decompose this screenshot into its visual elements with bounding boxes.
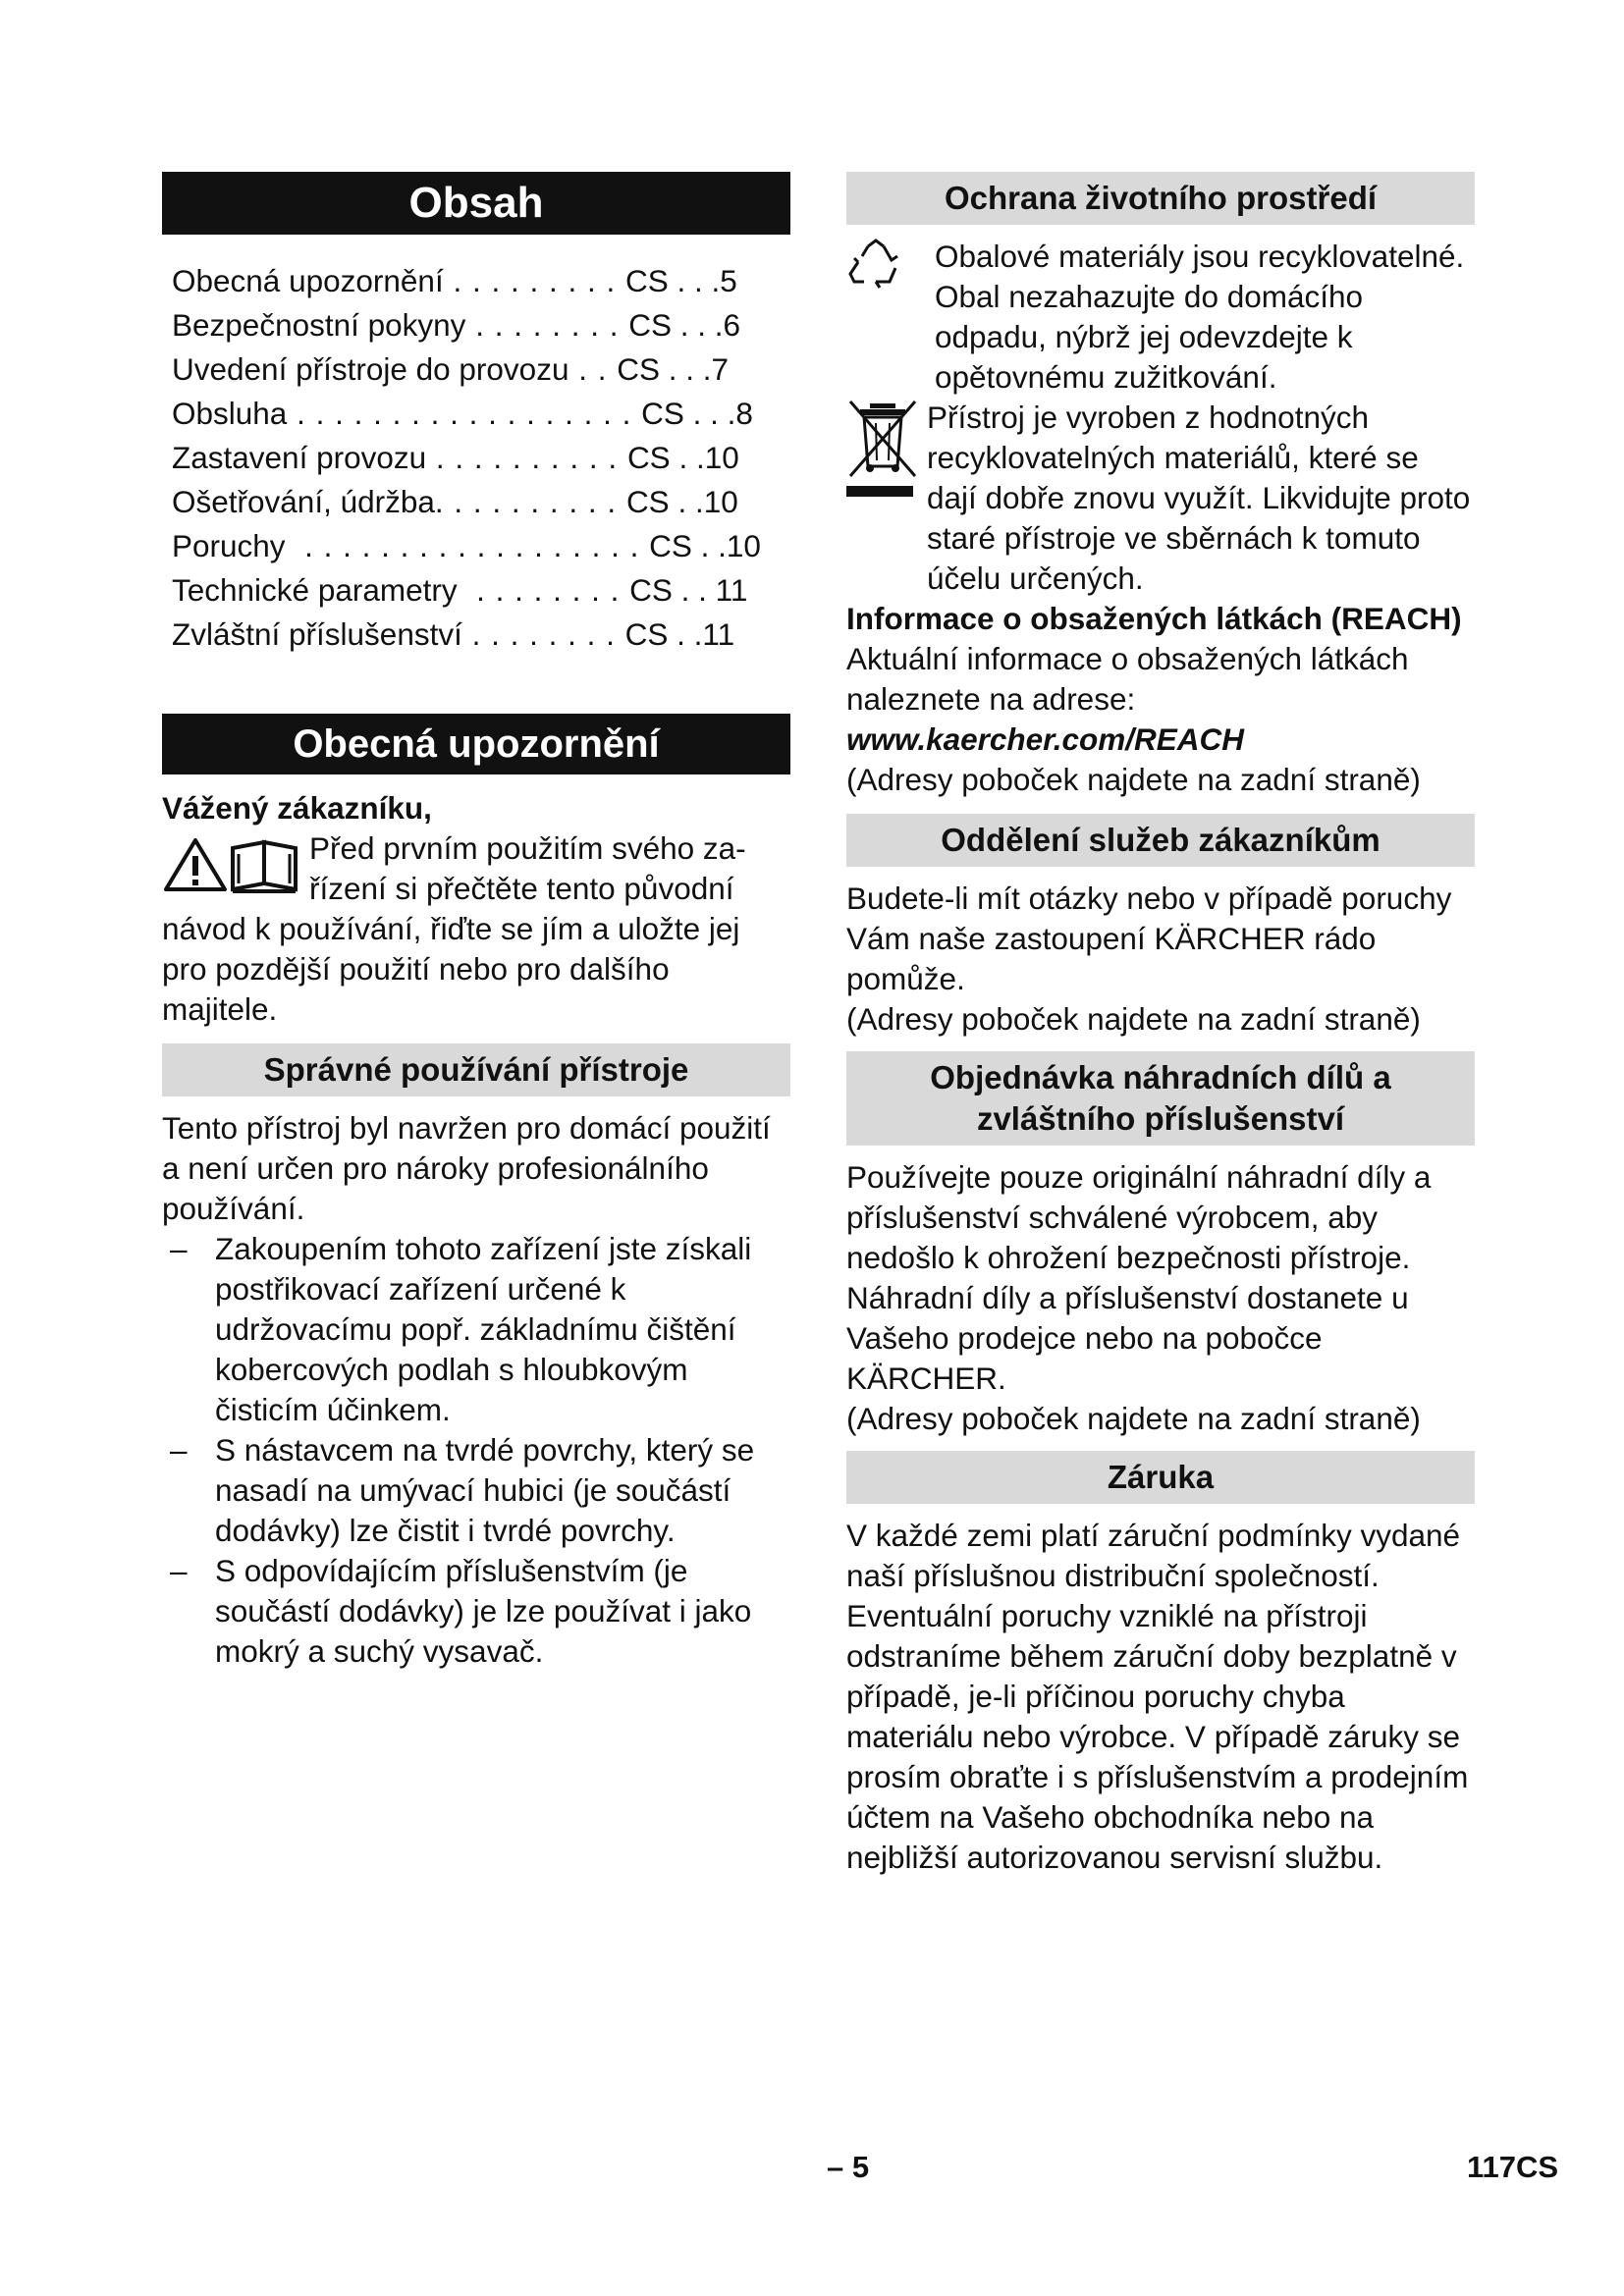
- list-item: – Zakoupením tohoto zařízení jste získali postřikovací zařízení určené k udržovacímu popř. základnímu čištění kobercových podlah s hloubkovým čisticím účinkem.: [170, 1231, 752, 1427]
- weee-notice: [846, 398, 1475, 599]
- reach-note: (Adresy poboček najdete na zadní straně): [846, 762, 1421, 797]
- salutation: Vážený zákazníku,: [162, 790, 432, 826]
- toc-entry[interactable]: Uvedení přístroje do provozu . . CS . . .7: [172, 351, 730, 387]
- recycle-icon: [846, 237, 935, 398]
- toc-entry[interactable]: Obsluha . . . . . . . . . . . . . . . . . . CS . . .8: [172, 396, 753, 431]
- reach-text: Aktuální informace o obsažených látkách naleznete na adrese:: [846, 641, 1409, 717]
- intro-line-1: Před prvním použitím svého za-: [309, 830, 746, 866]
- page-code: 117CS: [1467, 2150, 1559, 2184]
- table-of-contents: [162, 259, 790, 657]
- recycle-text: Obalové materiály jsou recyklovatelné. Obal nezahazujte do domácího odpadu, nýbrž jej odevzdejte k opětovnému zužitkování.: [935, 239, 1465, 395]
- intro-with-icons: [162, 828, 790, 909]
- spare-parts-text-1: Používejte pouze originální náhradní díly a příslušenství schválené výrobcem, aby nedošlo k ohrožení bezpečnosti přístroje.: [846, 1159, 1432, 1275]
- weee-text: Přístroj je vyroben z hodnotných recyklovatelných materiálů, které se dají dobře znovu využít. Likvidujte proto staré přístroje ve sběrnách k tomuto účelu určených.: [927, 400, 1471, 596]
- toc-entry[interactable]: Bezpečnostní pokyny . . . . . . . . CS . . .6: [172, 307, 741, 343]
- spare-parts-note: (Adresy poboček najdete na zadní straně): [846, 1401, 1421, 1436]
- recycling-notice: [846, 237, 1475, 398]
- toc-entry[interactable]: Zvláštní příslušenství . . . . . . . . CS . .11: [172, 616, 735, 652]
- list-item: – S nástavcem na tvrdé povrchy, který se nasadí na umývací hubici (je součástí dodávky) lze čistit i tvrdé povrchy.: [170, 1432, 755, 1548]
- warranty-heading: Záruka: [846, 1451, 1475, 1504]
- crossed-bin-icon: [846, 398, 927, 599]
- dash-bullet-icon: –: [170, 1432, 188, 1468]
- toc-entry[interactable]: Zastavení provozu . . . . . . . . . . CS . .10: [172, 440, 739, 475]
- toc-entry[interactable]: Ošetřování, údržba . . . . . . . . . . CS . .10: [172, 484, 738, 519]
- spare-parts-text-2: Náhradní díly a příslušenství dostanete u Vašeho prodejce nebo na pobočce KÄRCHER.: [846, 1280, 1409, 1396]
- warranty-text: V každé zemi platí záruční podmínky vydané naší příslušnou distribuční společností. Eventuální poruchy vzniklé na přístroji odstraníme během záruční doby bezplatně v případě, je-li příčinou poruchy chyba materiálu nebo výrobce. V případě záruky se prosím obraťte i s příslušenstvím a prodejním účtem na Vašeho obchodníka nebo na nejbližší autorizovanou servisní službu.: [846, 1518, 1469, 1875]
- dash-bullet-icon: –: [170, 1553, 188, 1588]
- proper-use-heading: Správné používání přístroje: [162, 1043, 790, 1096]
- toc-heading: Obsah: [162, 172, 790, 235]
- toc-entry[interactable]: Obecná upozornění . . . . . . . . . CS . . .5: [172, 263, 737, 298]
- proper-use-paragraph: Tento přístroj byl navržen pro domácí použití a není určen pro nároky profesionálního používání.: [162, 1110, 771, 1226]
- toc-entry[interactable]: Technické parametry . . . . . . . . CS . . 11: [172, 572, 748, 608]
- intro-rest: návod k používání, řiďte se jím a uložte jej pro pozdější použití nebo pro dalšího majitele.: [162, 911, 740, 1027]
- left-column: [162, 172, 790, 1672]
- toc-entry[interactable]: Poruchy . . . . . . . . . . . . . . . . . . CS . .10: [172, 528, 761, 563]
- reach-link[interactable]: www.kaercher.com/REACH: [846, 721, 1244, 757]
- customer-service-heading: Oddělení služeb zákazníkům: [846, 814, 1475, 867]
- general-notes-heading: Obecná upozornění: [162, 714, 790, 774]
- right-column: [846, 172, 1475, 1878]
- intro-line-2: řízení si přečtěte tento původní: [309, 871, 734, 906]
- dash-bullet-icon: –: [170, 1231, 188, 1266]
- spare-parts-heading: Objednávka náhradních dílů a zvláštního příslušenství: [846, 1051, 1475, 1146]
- reach-title: Informace o obsažených látkách (REACH): [846, 601, 1462, 636]
- warning-manual-icon: [162, 836, 309, 895]
- page-number: – 5: [827, 2150, 870, 2184]
- list-item: – S odpovídajícím příslušenstvím (je součástí dodávky) je lze používat i jako mokrý a suchý vysavač.: [170, 1553, 752, 1669]
- customer-service-text: Budete-li mít otázky nebo v případě poruchy Vám naše zastoupení KÄRCHER rádo pomůže.: [846, 881, 1452, 996]
- customer-service-note: (Adresy poboček najdete na zadní straně): [846, 1001, 1421, 1037]
- environment-heading: Ochrana životního prostředí: [846, 172, 1475, 225]
